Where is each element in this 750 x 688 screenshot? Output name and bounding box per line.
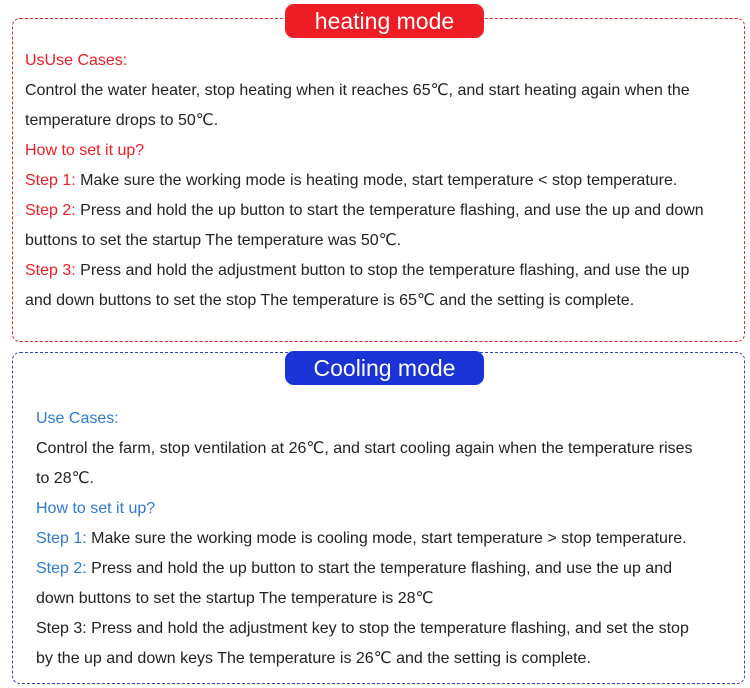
cooling-step-2 xyxy=(36,554,693,584)
heating-mode-title: heating mode xyxy=(285,4,484,38)
heating-step-2 xyxy=(25,196,704,226)
heating-mode-content xyxy=(25,46,704,316)
cooling-step-2-text: Press and hold the up button to start the temperature flashing, and use the up and xyxy=(86,560,672,577)
cooling-step-2-continued: down buttons to set the startup The temperature is 28℃ xyxy=(36,590,434,607)
cooling-step-1-label: Step 1: xyxy=(36,530,87,547)
heating-use-cases-label: UsUse Cases: xyxy=(25,52,128,69)
heating-step-3-label: Step 3: xyxy=(25,262,76,279)
heating-setup-label: How to set it up? xyxy=(25,142,145,159)
cooling-mode-content xyxy=(36,404,693,674)
heating-step-3-continued: and down buttons to set the stop The temperature is 65℃ and the setting is complete. xyxy=(25,292,635,309)
heating-step-3 xyxy=(25,256,704,286)
cooling-step-3-continued: by the up and down keys The temperature is 26℃ and the setting is complete. xyxy=(36,650,591,667)
cooling-step-2-label: Step 2: xyxy=(36,560,87,577)
heating-use-case-line: temperature drops to 50℃. xyxy=(25,112,219,129)
heating-step-1-label: Step 1: xyxy=(25,172,76,189)
heating-use-case-line: Control the water heater, stop heating when it reaches 65℃, and start heating again when the xyxy=(25,82,690,99)
cooling-setup-label: How to set it up? xyxy=(36,500,156,517)
cooling-step-3: Step 3: Press and hold the adjustment key to stop the temperature flashing, and set the stop xyxy=(36,620,689,637)
cooling-step-1 xyxy=(36,524,693,554)
cooling-use-cases-label: Use Cases: xyxy=(36,410,119,427)
heating-step-2-text: Press and hold the up button to start the temperature flashing, and use the up and down xyxy=(75,202,704,219)
cooling-step-1-text: Make sure the working mode is cooling mode, start temperature > stop temperature. xyxy=(86,530,687,547)
heating-step-2-continued: buttons to set the startup The temperature was 50℃. xyxy=(25,232,402,249)
cooling-use-case-line: Control the farm, stop ventilation at 26℃, and start cooling again when the temperature rises xyxy=(36,440,693,457)
cooling-mode-title: Cooling mode xyxy=(285,351,484,385)
heating-step-1-text: Make sure the working mode is heating mode, start temperature < stop temperature. xyxy=(75,172,678,189)
heating-step-1 xyxy=(25,166,704,196)
heating-step-3-text: Press and hold the adjustment button to stop the temperature flashing, and use the up xyxy=(75,262,690,279)
cooling-use-case-line: to 28℃. xyxy=(36,470,94,487)
heating-step-2-label: Step 2: xyxy=(25,202,76,219)
